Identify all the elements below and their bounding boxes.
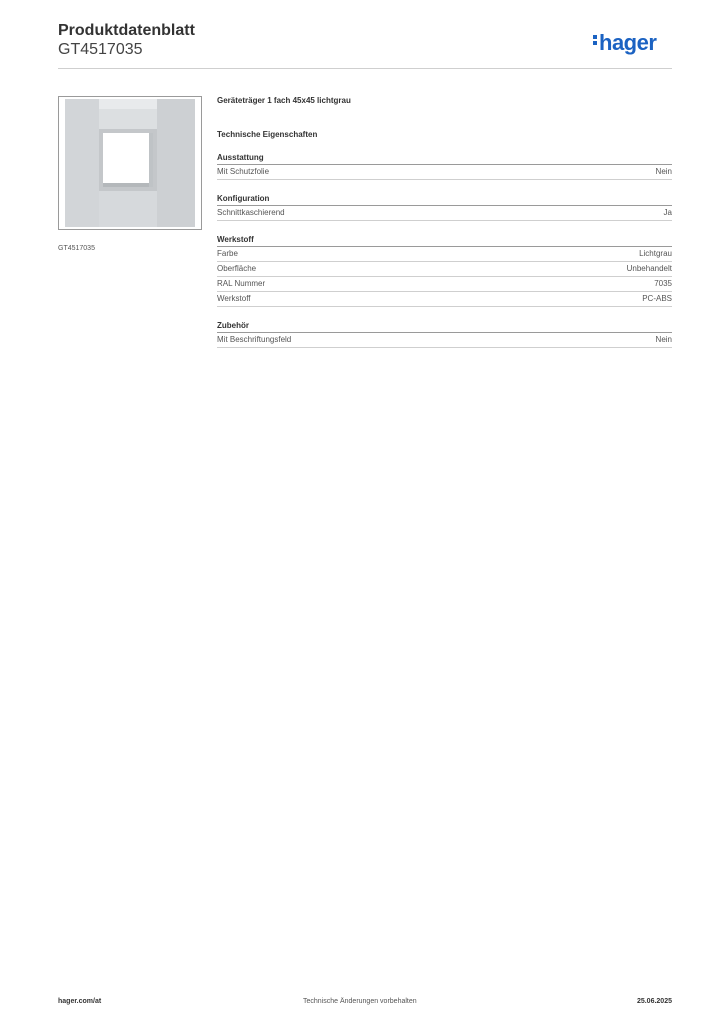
header-divider xyxy=(58,68,672,69)
page-title: Produktdatenblatt xyxy=(58,22,195,39)
group-title: Konfiguration xyxy=(217,194,672,206)
footer-notice: Technische Änderungen vorbehalten xyxy=(303,998,417,1005)
spec-section xyxy=(217,96,672,348)
product-code: GT4517035 xyxy=(58,41,143,58)
footer-date: 25.06.2025 xyxy=(636,998,672,1005)
footer-website-link[interactable]: hager.com/at xyxy=(58,998,102,1005)
group-title: Ausstattung xyxy=(217,153,672,165)
logo-dots-icon xyxy=(593,33,597,47)
spec-row xyxy=(217,247,672,262)
spec-row xyxy=(217,277,672,292)
spec-label: RAL Nummer xyxy=(217,279,266,288)
spec-value: PC-ABS xyxy=(642,294,672,303)
spec-value: 7035 xyxy=(654,279,672,288)
spec-row xyxy=(217,292,672,307)
spec-group-ausstattung xyxy=(217,153,672,180)
section-title: Technische Eigenschaften xyxy=(217,130,318,139)
spec-row xyxy=(217,206,672,221)
spec-row xyxy=(217,333,672,348)
spec-group-konfiguration xyxy=(217,194,672,221)
document-header xyxy=(58,22,195,59)
spec-value: Ja xyxy=(663,208,672,217)
frame-plate-icon xyxy=(59,97,201,229)
spec-label: Schnittkaschierend xyxy=(217,208,285,217)
spec-row xyxy=(217,262,672,277)
spec-value: Nein xyxy=(655,335,672,344)
spec-group-zubehoer xyxy=(217,321,672,348)
spec-label: Mit Schutzfolie xyxy=(217,167,270,176)
spec-label: Werkstoff xyxy=(217,294,251,303)
spec-value: Unbehandelt xyxy=(626,264,672,273)
product-name: Geräteträger 1 fach 45x45 lichtgrau xyxy=(217,96,351,105)
image-caption: GT4517035 xyxy=(58,245,95,252)
spec-value: Lichtgrau xyxy=(639,249,672,258)
logo-text: hager xyxy=(599,30,657,55)
spec-group-werkstoff xyxy=(217,235,672,307)
hager-logo xyxy=(593,30,656,56)
spec-label: Oberfläche xyxy=(217,264,257,273)
spec-row xyxy=(217,165,672,180)
spec-value: Nein xyxy=(655,167,672,176)
spec-label: Mit Beschriftungsfeld xyxy=(217,335,292,344)
group-title: Werkstoff xyxy=(217,235,672,247)
product-image xyxy=(58,96,202,230)
spec-label: Farbe xyxy=(217,249,238,258)
group-title: Zubehör xyxy=(217,321,672,333)
